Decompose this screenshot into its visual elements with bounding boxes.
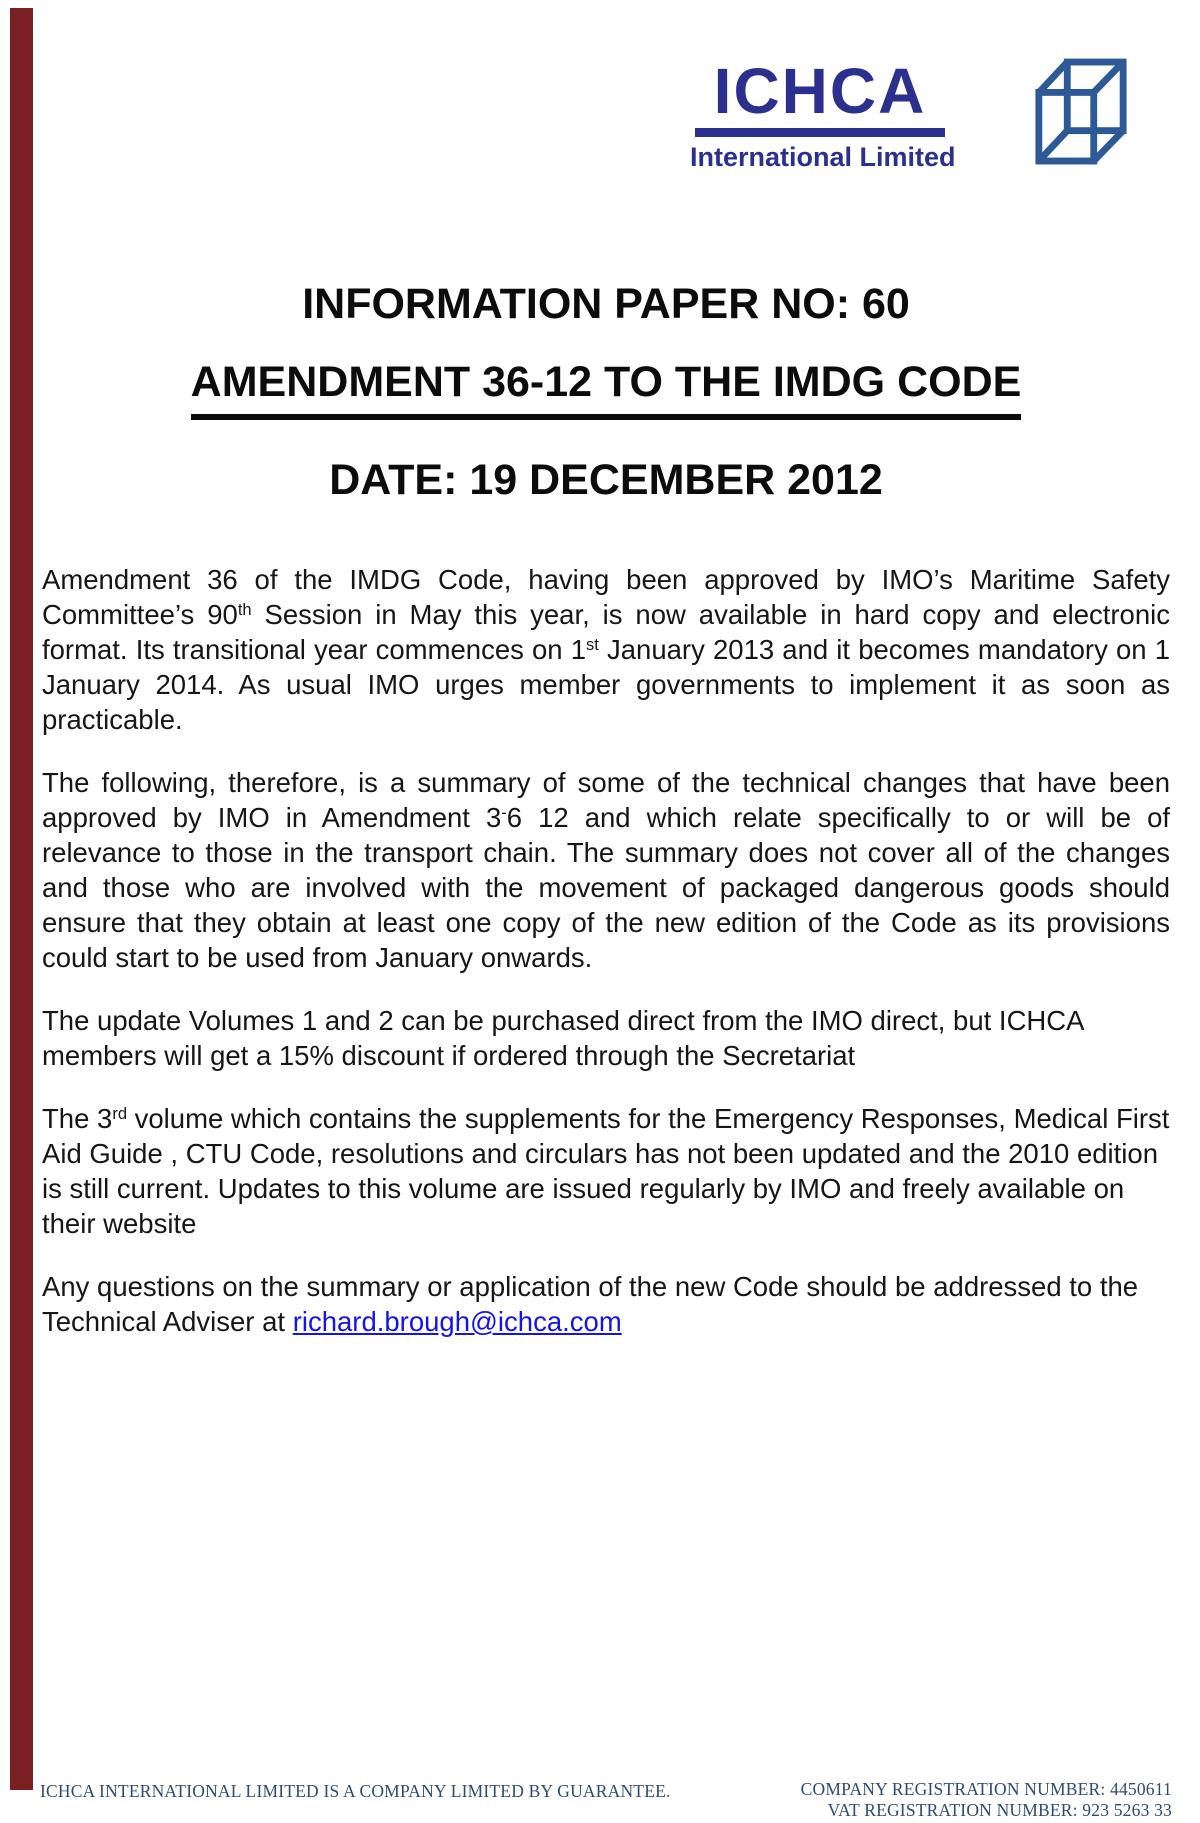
logo-subtitle: International Limited [690, 142, 956, 173]
left-margin-stripe [10, 8, 33, 1790]
paragraph-text: Amendment 36 of the IMDG Code, having been approved by IMO’s Maritime Safety Committee’s 90 [42, 564, 1170, 630]
email-link[interactable]: richard.brough@ichca.com [292, 1306, 622, 1337]
body-paragraphs [42, 562, 1170, 1339]
superscript-text: st [586, 635, 599, 654]
superscript-text: rd [112, 1104, 127, 1123]
paragraph-text: The update Volumes 1 and 2 can be purchased direct from the IMO direct, but ICHCA members will get a 15% discount if ordered through the Secretariat [42, 1005, 1083, 1071]
footer-company-statement: ICHCA INTERNATIONAL LIMITED IS A COMPANY LIMITED BY GUARANTEE. [40, 1781, 671, 1801]
footer-company-registration: COMPANY REGISTRATION NUMBER: 4450611 [800, 1779, 1172, 1799]
ichca-logo [690, 55, 956, 173]
superscript-text: - [501, 803, 507, 822]
letterhead [42, 0, 1170, 250]
title-paper-number: INFORMATION PAPER NO: 60 [302, 280, 910, 328]
ichca-wordmark: ICHCA [713, 55, 927, 127]
cube-logo-icon [1032, 55, 1130, 171]
logo-underline-bar [695, 128, 945, 137]
paragraph-text: 6 12 and which relate specifically to or will be of relevance to those in the transport chain. The summary does not cover all of the changes and those who are involved with the movement of packaged dangerous goods should ensure that they obtain at least one copy of the new edition of the Code as its provisions could start to be used from January onwards. [42, 802, 1170, 973]
paragraph-text: volume which contains the supplements for the Emergency Responses, Medical First Aid Guide , CTU Code, resolutions and circulars has not been updated and the 2010 edition is still current. Updates to this volume are issued regularly by IMO and freely available on their website [42, 1103, 1170, 1239]
title-amendment-text: AMENDMENT 36-12 TO THE IMDG CODE [191, 356, 1022, 420]
superscript-text: th [237, 600, 252, 619]
paragraph-text: Any questions on the summary or application of the new Code should be addressed to the Technical Adviser at [42, 1271, 1139, 1337]
footer-vat-registration: VAT REGISTRATION NUMBER: 923 5263 33 [827, 1800, 1172, 1820]
body-paragraph [42, 1269, 1170, 1339]
paragraph-text: January 2013 and it becomes mandatory on 1 January 2014. As usual IMO urges member governments to implement it as soon as practicable. [42, 634, 1170, 735]
paragraph-text: The 3 [42, 1103, 113, 1134]
paragraph-text: Session in May this year, is now available in hard copy and electronic format. Its transitional year commences on 1 [42, 599, 1170, 665]
page-footer [40, 1779, 1172, 1821]
footer-registration-block [801, 1779, 1172, 1821]
title-amendment [42, 356, 1170, 420]
document-content [42, 0, 1170, 1367]
body-paragraph [42, 1101, 1170, 1241]
body-paragraph [42, 562, 1170, 737]
title-date: DATE: 19 DECEMBER 2012 [329, 456, 883, 504]
body-paragraph [42, 765, 1170, 975]
paragraph-text: The following, therefore, is a summary of some of the technical changes that have been approved by IMO in Amendment 3 [42, 767, 1170, 833]
body-paragraph [42, 1003, 1170, 1073]
